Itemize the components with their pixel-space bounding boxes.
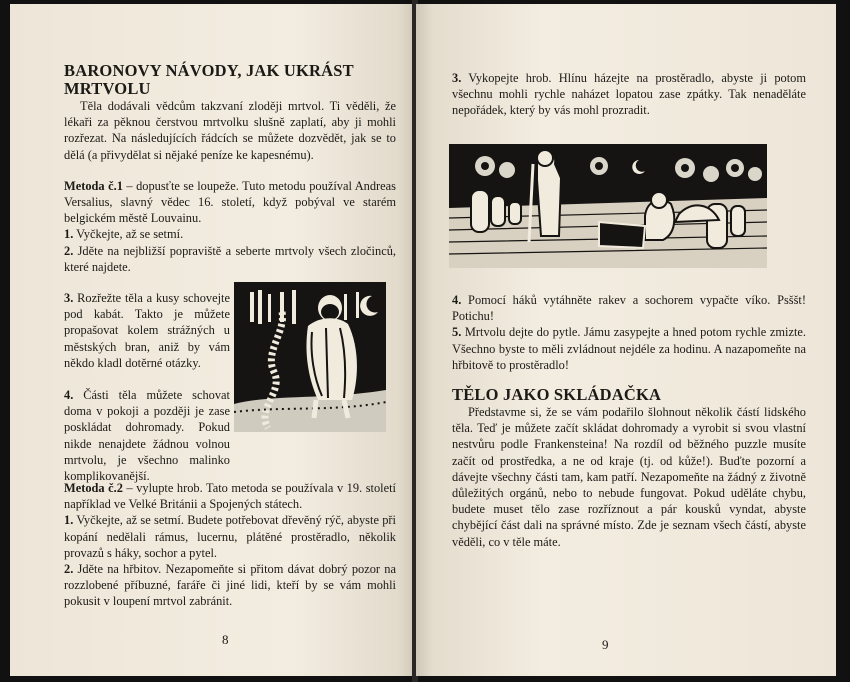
grave-robbers-digging-illustration: [449, 144, 767, 268]
step-number: 2.: [64, 243, 74, 258]
m1-step: [64, 290, 230, 371]
method1-text: – dopusťte se loupeže. Tuto metodu používal Andreas Versalius, slavný vědec 16. století, když pobýval ve starém belgickém městě Louvainu.: [64, 178, 396, 226]
step-text: Vyčkejte, až se setmí. Budete potřebovat dřevěný rýč, abyste při kopání nedělali rámus, lucernu, plátěné prostěradlo, několik provazů s háky, sochor a pytel.: [64, 513, 396, 560]
step-text: Části těla můžete schovat doma v pokoji a později je zase poskládat dohromady. Pokud nikde nenajdete žádnou volnou mrtvolu, je všechno malinko komplikovanější.: [64, 388, 230, 484]
step-text: Vykopejte hrob. Hlínu házejte na prostěradlo, abyste ji potom všechnu mohli rychle naházet lopatou zase zpátky. Tak nenaděláte nepořádek, který by vás mohl prozradit.: [452, 71, 806, 118]
page-number-left: 8: [222, 632, 229, 647]
step-text: Jděte na hřbitov. Nezapomeňte si přitom dávat dobrý pozor na rozzlobené příbuzné, faráře či jiné lidi, kteří by se vám mohli pokusit v loupení mrtvol zabránit.: [64, 562, 396, 609]
intro-paragraph: Těla dodávali vědcům takzvaní zloději mrtvol. Ti věděli, že lékaři za pěknou čerstvou mrtvolku slušně zaplatí, aby ji mohli rozřezat. Na následujících řádcích se můžete dozvědět, jak se to dělá (a přivydělat si nějaké peníze ke kapesnému).: [64, 99, 396, 162]
step-text: Rozřežte těla a kusy schovejte pod kabát. Takto je můžete propašovat kolem strážných u městských bran, aniž by vám někdo kladl dotěrné otázky.: [64, 291, 230, 370]
step-text: Jděte na nejbližší popraviště a seberte mrtvoly všech zločinců, které najdete.: [64, 243, 396, 274]
step-number: 4.: [64, 388, 74, 402]
right-middle-text: [452, 292, 806, 550]
step-number: 3.: [452, 71, 462, 85]
right-heading: TĚLO JAKO SKLÁDAČKA: [452, 385, 662, 405]
m2-step: [64, 512, 396, 561]
right-top-text: [452, 70, 806, 119]
method1-label: Metoda č.1: [64, 178, 123, 193]
step-number: 4.: [452, 293, 462, 307]
step-number: 5.: [452, 325, 462, 340]
left-page: [10, 4, 415, 676]
method2-text: – vylupte hrob. Tato metoda se používala v 19. století například ve Velké Británii a Spojených státech.: [64, 481, 396, 512]
step-number: 1.: [64, 513, 74, 528]
m1-step: [64, 243, 396, 275]
step-number: 1.: [64, 227, 74, 242]
page-number-right: 9: [602, 637, 609, 652]
puzzle-paragraph: Představme si, že se vám podařilo šlohnout několik částí lidského těla. Teď je můžete začít skládat dohromady a vyrobit si svou vlastní nestvůru podle Frankensteina! Na rozdíl od běžného puzzle musíte začít od prostředka, a ne od kraje (tj. od kůže!). Buďte pozorní a dávejte všechny části tam, kam patří. Nezapomeňte na žádný z životně důležitých orgánů, nebo to nebude fungovat. Pokud uděláte chybu, budete muset tělo zase rozříznout a pár kousků vyndat, abyste chybějící část dali na správné místo. Zde je seznam všech částí, abyste věděli, co v těle máte.: [452, 405, 806, 549]
step-text: Pomocí háků vytáhněte rakev a sochorem vypačte víko. Psššt! Potichu!: [452, 293, 806, 324]
method2-block: [64, 480, 396, 610]
m2-step: [64, 561, 396, 610]
method1-paragraph: [64, 178, 396, 227]
step-text: Mrtvolu dejte do pytle. Jámu zasypejte a hned potom rychle zmizte. Všechno byste to měli zvládnout nejdéle za hodinu. A nazapomeňte na hřbitově to prostěradlo!: [452, 325, 806, 372]
cloaked-man-graveyard-night-illustration: [234, 282, 386, 432]
method2-paragraph: [64, 480, 396, 512]
left-heading: BARONOVY NÁVODY, JAK UKRÁST MRTVOLU: [64, 61, 354, 98]
step: [452, 70, 806, 119]
step: [452, 324, 806, 373]
right-page: [416, 4, 836, 676]
left-wrapped-text-2: [64, 387, 230, 484]
step: [452, 292, 806, 324]
left-wrapped-text: [64, 290, 230, 371]
step-number: 2.: [64, 562, 74, 577]
step-text: Vyčkejte, až se setmí.: [73, 227, 184, 242]
method2-label: Metoda č.2: [64, 481, 123, 495]
step-number: 3.: [64, 291, 74, 305]
left-page-text: [64, 62, 396, 275]
m1-step: [64, 226, 396, 242]
